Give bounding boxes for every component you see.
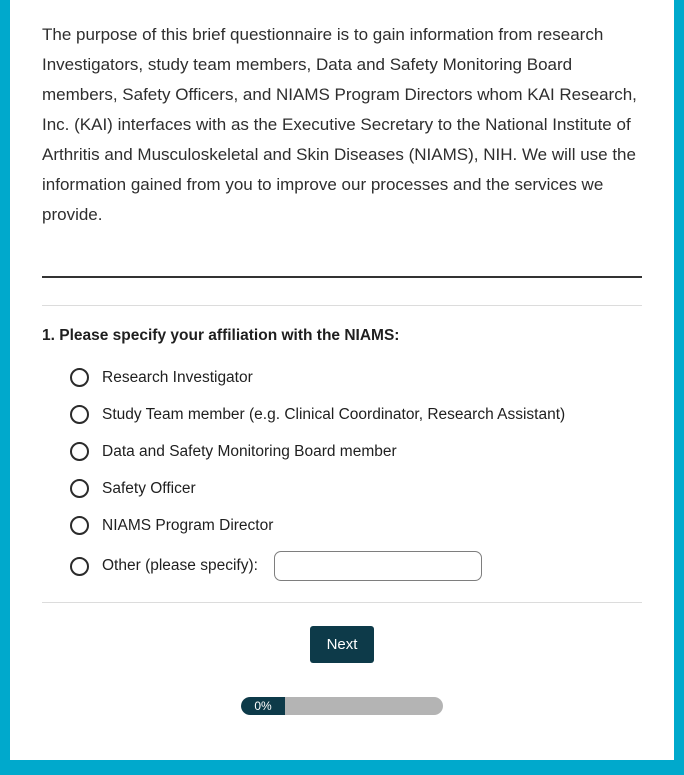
radio-option-research-investigator[interactable] xyxy=(70,359,642,396)
radio-option-label: Safety Officer xyxy=(102,479,196,497)
radio-option-other[interactable] xyxy=(70,544,642,588)
radio-option-label: NIAMS Program Director xyxy=(102,516,274,534)
other-specify-input[interactable] xyxy=(274,551,482,581)
divider-light-bottom xyxy=(42,602,642,603)
divider-dark xyxy=(42,276,642,278)
divider-light-top xyxy=(42,305,642,306)
radio-button-icon[interactable] xyxy=(70,557,89,576)
radio-option-label: Research Investigator xyxy=(102,368,253,386)
navigation-area xyxy=(42,626,642,663)
progress-fill xyxy=(241,697,285,715)
options-list xyxy=(42,359,642,588)
radio-option-label: Other (please specify): xyxy=(102,557,258,574)
radio-option-niams-program-director[interactable] xyxy=(70,507,642,544)
radio-option-label: Data and Safety Monitoring Board member xyxy=(102,442,397,460)
progress-area xyxy=(42,697,642,715)
intro-paragraph: The purpose of this brief questionnaire is to gain information from research Investigators, study team members, Data and Safety Monitoring Board members, Safety Officers, and NIAMS Program Directors whom KAI Research, Inc. (KAI) interfaces with as the Executive Secretary to the National Institute of Arthritis and Musculoskeletal and Skin Diseases (NIAMS), NIH. We will use the information gained from you to improve our processes and the services we provide. xyxy=(42,25,637,224)
progress-percent-label: 0% xyxy=(254,699,272,713)
radio-option-safety-officer[interactable] xyxy=(70,470,642,507)
question-title: 1. Please specify your affiliation with the NIAMS: xyxy=(42,327,400,344)
survey-card xyxy=(10,0,674,760)
radio-option-label: Study Team member (e.g. Clinical Coordinator, Research Assistant) xyxy=(102,405,566,423)
radio-option-study-team-member[interactable] xyxy=(70,396,642,433)
radio-button-icon[interactable] xyxy=(70,516,89,535)
radio-button-icon[interactable] xyxy=(70,405,89,424)
radio-button-icon[interactable] xyxy=(70,442,89,461)
progress-bar xyxy=(241,697,443,715)
next-button[interactable]: Next xyxy=(310,626,375,663)
radio-button-icon[interactable] xyxy=(70,368,89,387)
radio-button-icon[interactable] xyxy=(70,479,89,498)
radio-option-dsmb-member[interactable] xyxy=(70,433,642,470)
